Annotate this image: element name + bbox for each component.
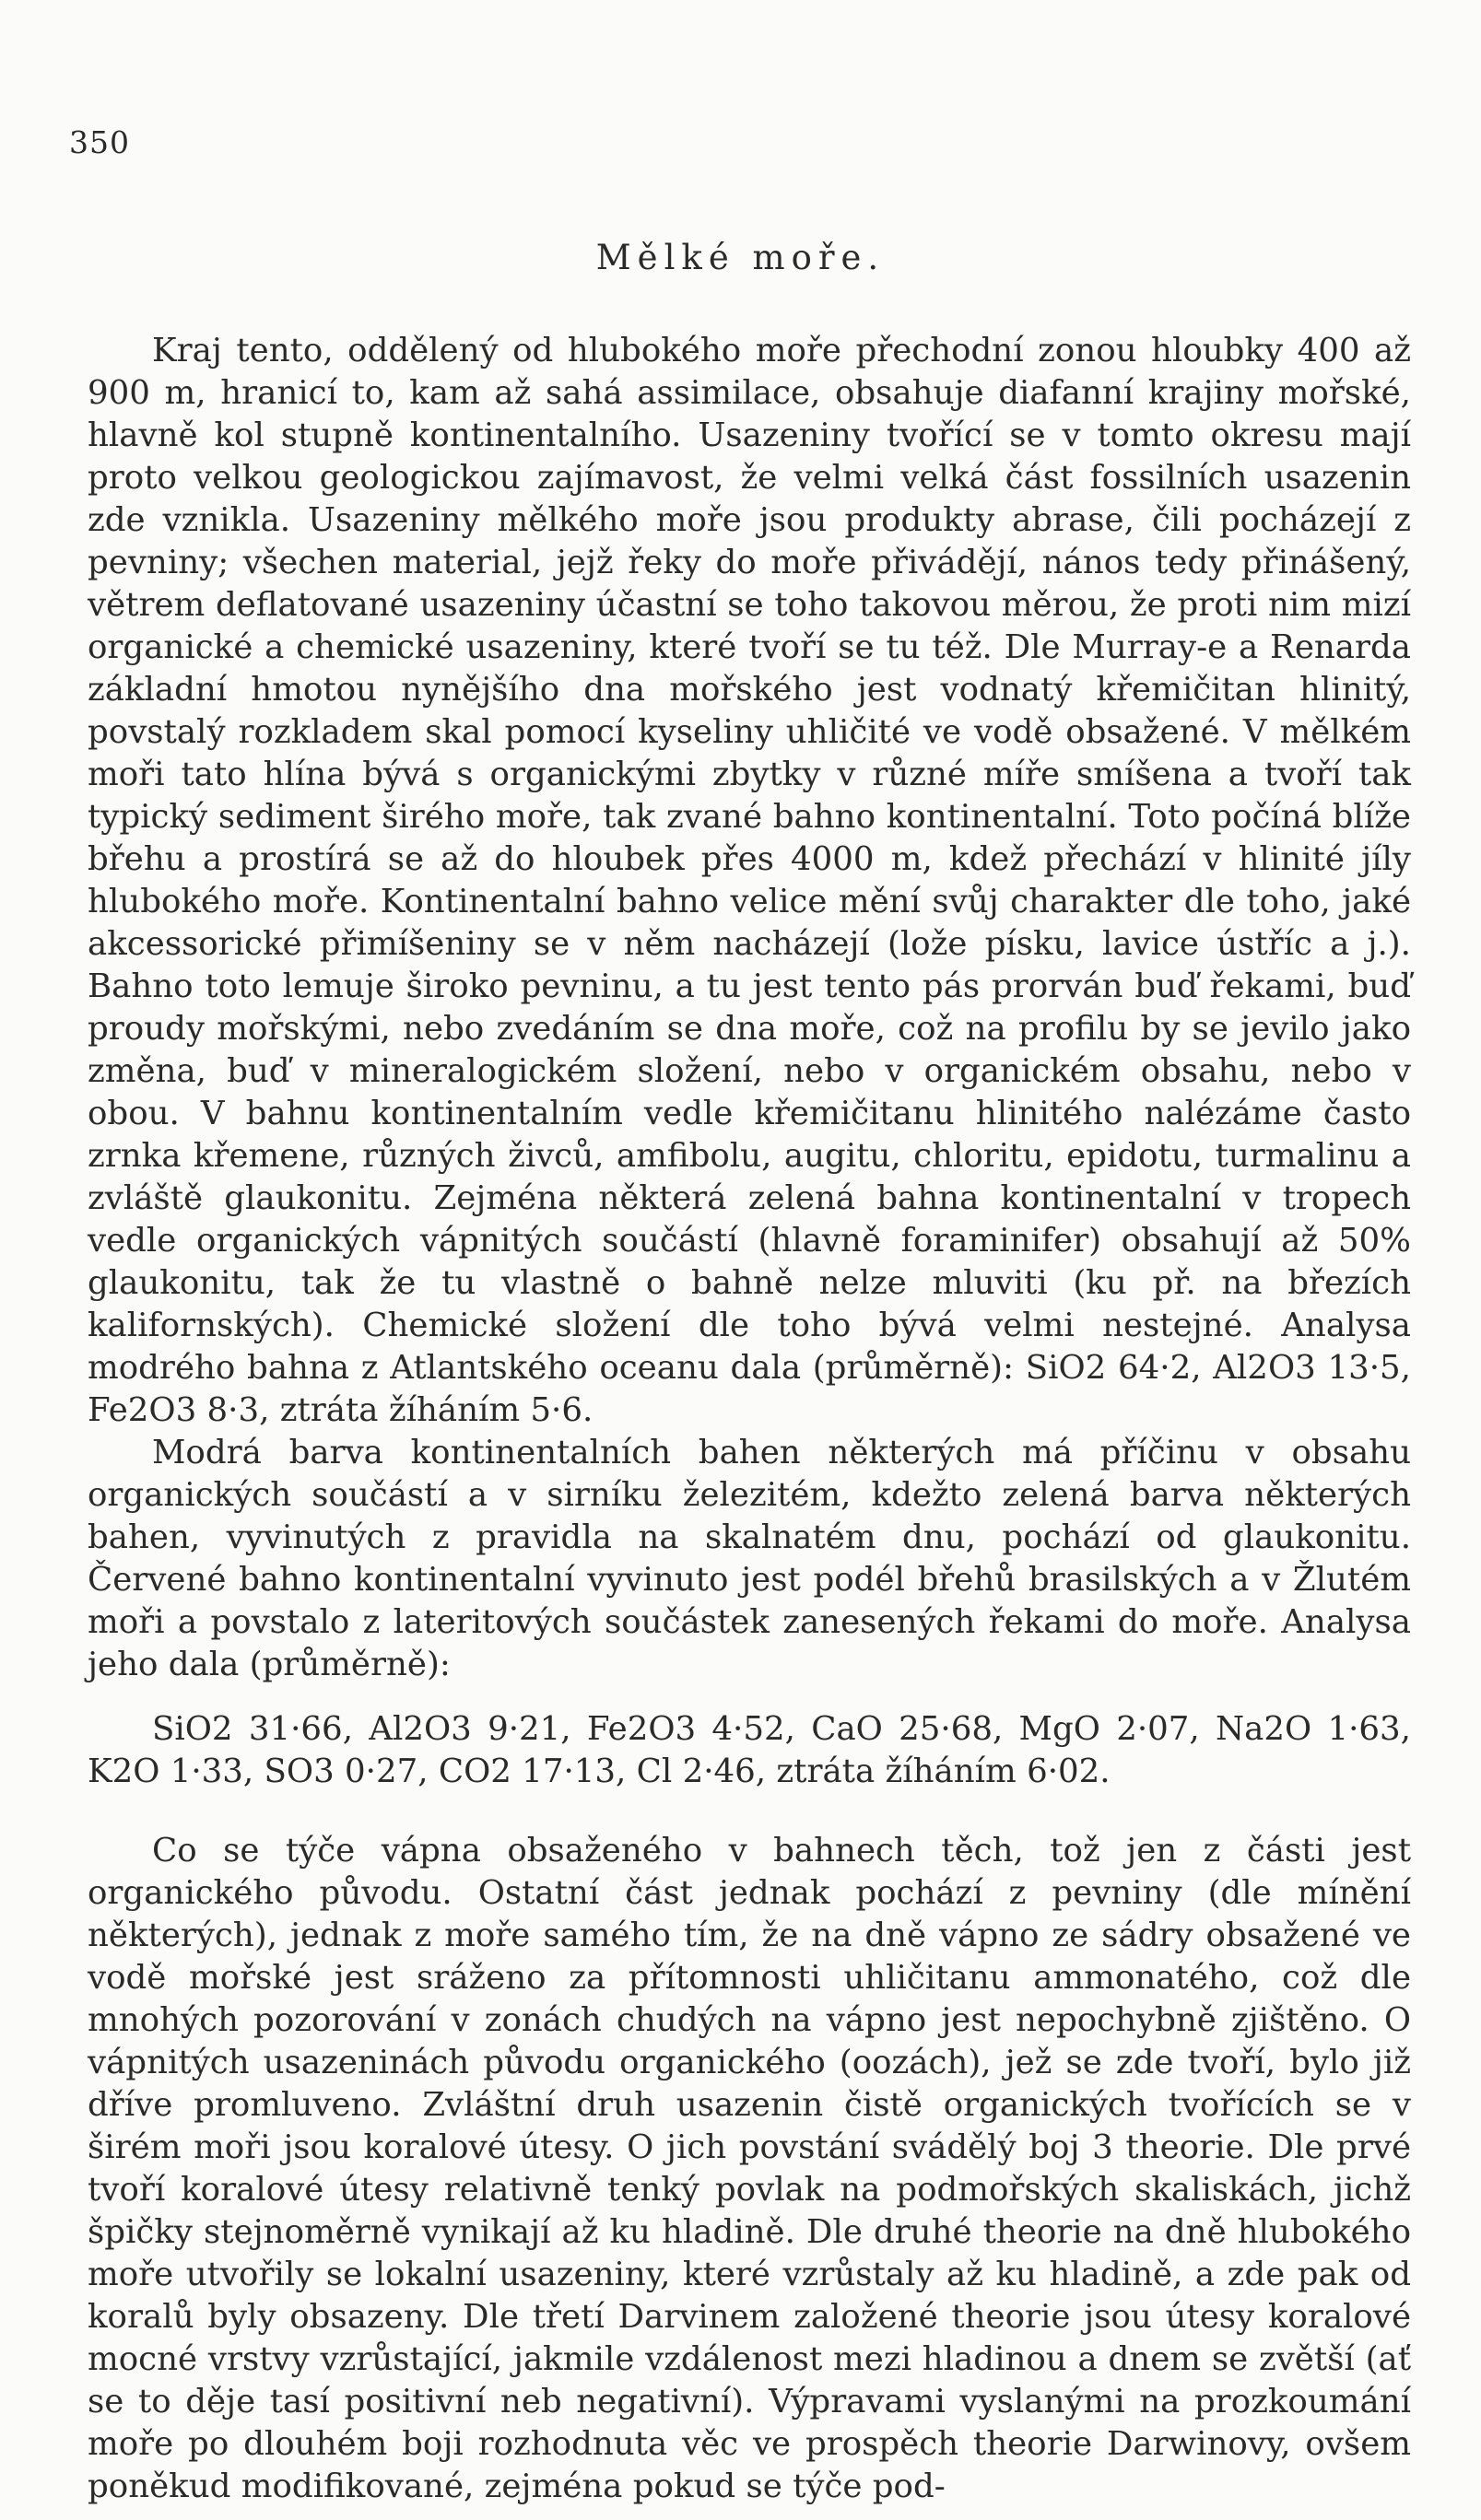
paragraph-2: Modrá barva kontinentalních bahen některých má příčinu v obsahu organických součástí a v sirníku železitém, kdežto zelená barva některých bahen, vyvinutých z pravidla na skalnatém dnu, pochází od glaukonitu. Červené bahno kontinentalní vyvinuto jest podél břehů brasilských a v Žlutém moři a povstalo z lateritových součástek zanesených řekami do moře. Analysa jeho dala (průměrně):	[88, 1434, 1411, 1683]
body-text	[88, 330, 1411, 2508]
analysis-formula: SiO2 31·66, Al2O3 9·21, Fe2O3 4·52, CaO 25·68, MgO 2·07, Na2O 1·63, K2O 1·33, SO3 0·27, CO2 17·13, Cl 2·46, ztráta žíháním 6·02.	[88, 1710, 1411, 1790]
paragraph-3: Co se týče vápna obsaženého v bahnech těch, tož jen z části jest organického původu. Ostatní část jednak pochází z pevniny (dle mínění některých), jednak z moře samého tím, že na dně vápno ze sádry obsažené ve vodě mořské jest sráženo za přítomnosti uhličitanu ammonatého, což dle mnohých pozorování v zonách chudých na vápno jest nepochybně zjištěno. O vápnitých usazeninách původu organického (oozách), jež se zde tvoří, bylo již dříve promluveno. Zvláštní druh usazenin čistě organických tvořících se v širém moři jsou koralové útesy. O jich povstání svádělý boj 3 theorie. Dle prvé tvoří koralové útesy relativně tenký povlak na podmořských skaliskách, jichž špičky stejnoměrně vynikají až ku hladině. Dle druhé theorie na dně hlubokého moře utvořily se lokalní usazeniny, které vzrůstaly až ku hladině, a zde pak od koralů byly obsazeny. Dle třetí Darvinem založené theorie jsou útesy koralové mocné vrstvy vzrůstající, jakmile vzdálenost mezi hladinou a dnem se zvětší (ať se to děje tasí positivní neb negativní). Výpravami vyslanými na prozkoumání moře po dlouhém boji rozhodnuta věc ve prospěch theorie Darwinovy, ovšem poněkud modifikované, zejména pokud se týče pod-	[88, 1832, 1411, 2505]
paragraph-1: Kraj tento, oddělený od hlubokého moře přechodní zonou hloubky 400 až 900 m, hranicí to, kam až sahá assimilace, obsahuje diafanní krajiny mořské, hlavně kol stupně kontinentalního. Usazeniny tvořící se v tomto okresu mají proto velkou geologickou zajímavost, že velmi velká část fossilních usazenin zde vznikla. Usazeniny mělkého moře jsou produkty abrase, čili pocházejí z pevniny; všechen material, jejž řeky do moře přivádějí, nános tedy přinášený, větrem deflatované usazeniny účastní se toho takovou měrou, že proti nim mizí organické a chemické usazeniny, které tvoří se tu též. Dle Murray-e a Renarda základní hmotou nynějšího dna mořského jest vodnatý křemičitan hlinitý, povstalý rozkladem skal pomocí kyseliny uhličité ve vodě obsažené. V mělkém moři tato hlína bývá s organickými zbytky v různé míře smíšena a tvoří tak typický sediment širého moře, tak zvané bahno kontinentalní. Toto počíná blíže břehu a prostírá se až do hloubek přes 4000 m, kdež přechází v hlinité jíly hlubokého moře. Kontinentalní bahno velice mění svůj charakter dle toho, jaké akcessorické přimíšeniny se v něm nacházejí (lože písku, lavice ústříc a j.). Bahno toto lemuje široko pevninu, a tu jest tento pás prorván buď řekami, buď proudy mořskými, nebo zvedáním se dna moře, což na profilu by se jevilo jako změna, buď v mineralogickém složení, nebo v organickém obsahu, nebo v obou. V bahnu kontinentalním vedle křemičitanu hlinitého nalézáme často zrnka křemene, různých živců, amfibolu, augitu, chloritu, epidotu, turmalinu a zvláště glaukonitu. Zejména některá zelená bahna kontinentalní v tropech vedle organických vápnitých součástí (hlavně foraminifer) obsahují až 50% glaukonitu, tak že tu vlastně o bahně nelze mluviti (ku př. na březích kalifornských). Chemické složení dle toho bývá velmi nestejné. Analysa modrého bahna z Atlantského oceanu dala (průměrně): SiO2 64·2, Al2O3 13·5, Fe2O3 8·3, ztráta žíháním 5·6.	[88, 332, 1411, 1429]
page-number: 350	[69, 124, 130, 160]
section-heading: Mělké moře.	[595, 238, 886, 277]
